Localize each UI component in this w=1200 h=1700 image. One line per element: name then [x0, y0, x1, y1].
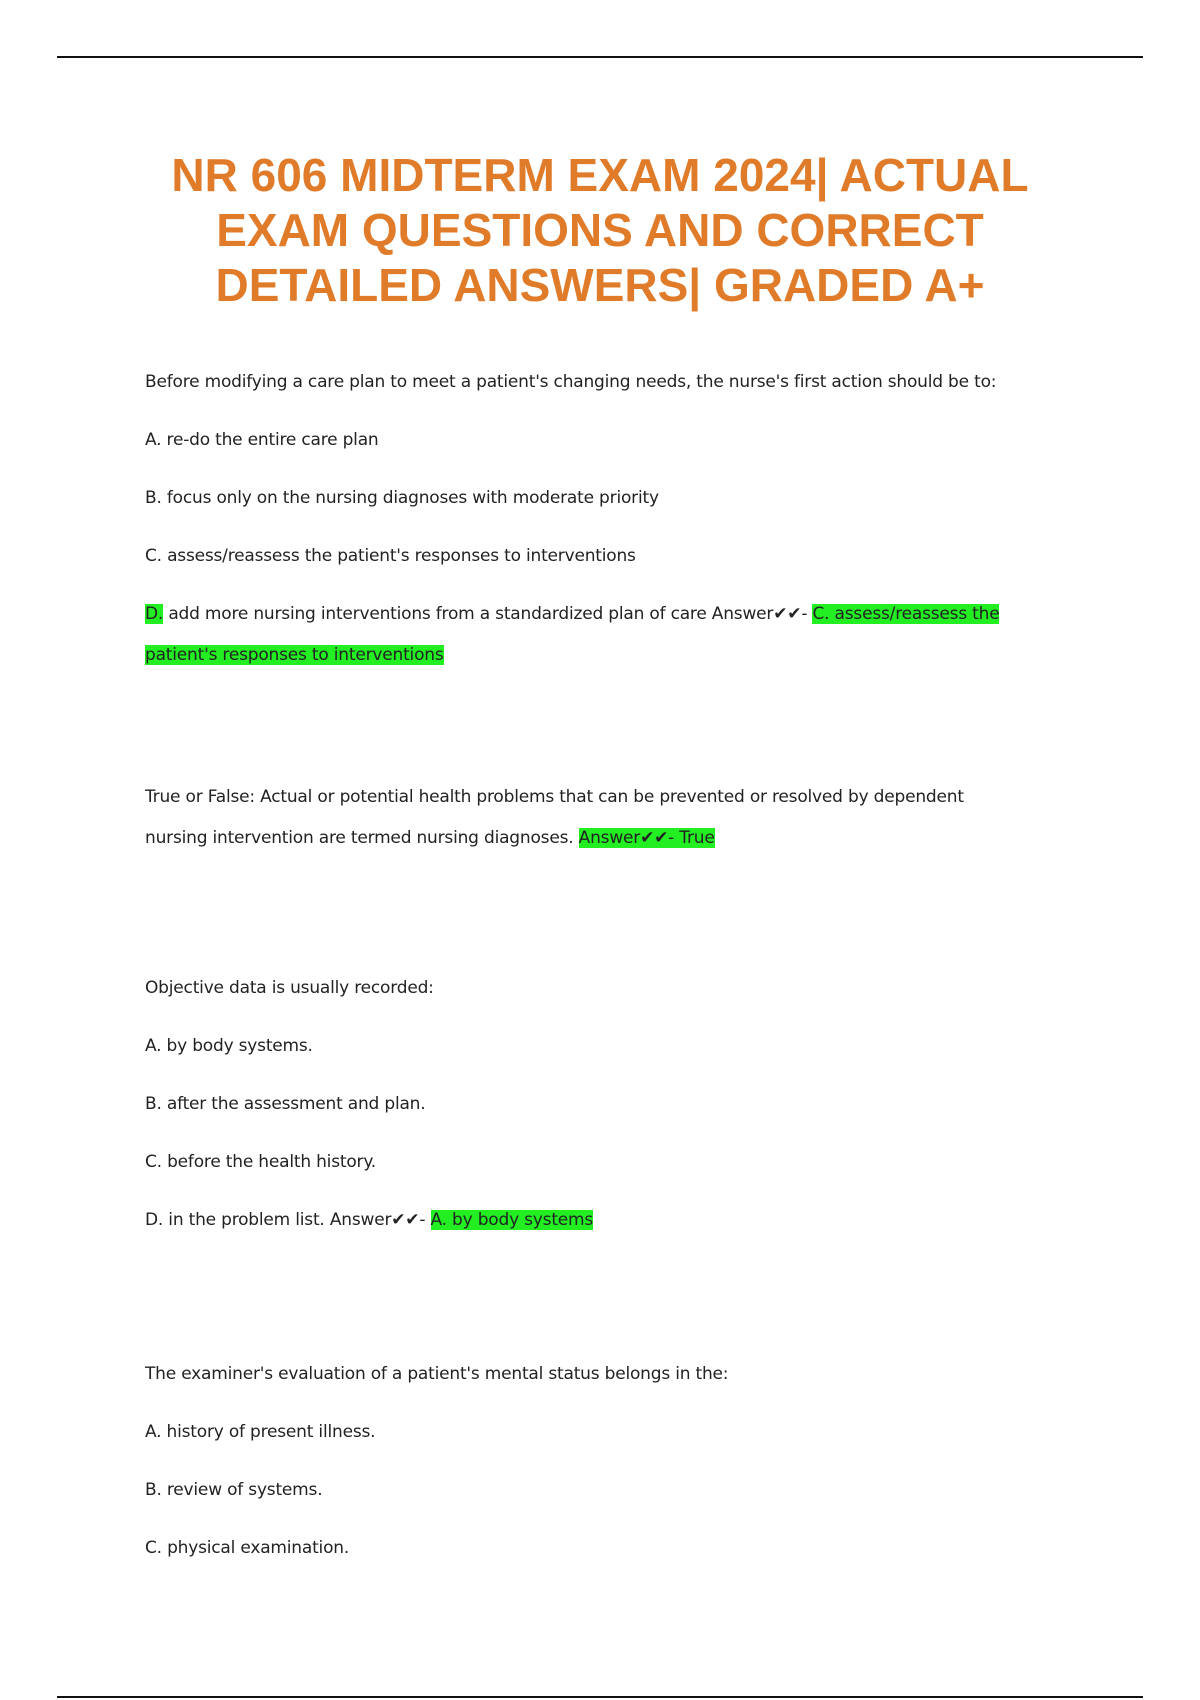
question-3 — [145, 971, 1080, 1261]
correct-answer: Answer✔✔- True — [578, 828, 715, 848]
question-2 — [145, 780, 1080, 879]
answer-continuation-line — [145, 638, 1080, 696]
option-a: A. history of present illness. — [145, 1422, 376, 1442]
document-title: NR 606 MIDTERM EXAM 2024| ACTUAL EXAM QUESTIONS AND CORRECT DETAILED ANSWERS| GRADED A+ — [171, 149, 1029, 311]
option-d-letter: D. — [145, 604, 164, 624]
top-rule — [57, 56, 1143, 58]
option-b: B. focus only on the nursing diagnoses with moderate priority — [145, 488, 659, 508]
answer-marker: ✔✔- — [773, 604, 808, 624]
bottom-rule — [57, 1696, 1143, 1698]
question-stem: True or False: Actual or potential health problems that can be prevented or resolved by dependent — [145, 787, 964, 807]
option-d-line — [145, 1203, 1080, 1261]
question-1 — [145, 365, 1080, 696]
option-a: A. re-do the entire care plan — [145, 430, 379, 450]
option-d-text: D. in the problem list. Answer — [145, 1210, 392, 1230]
option-b: B. review of systems. — [145, 1480, 323, 1500]
option-a: A. by body systems. — [145, 1036, 313, 1056]
correct-answer: C. assess/reassess the — [812, 604, 1000, 624]
question-stem-continued: nursing intervention are termed nursing diagnoses. — [145, 828, 579, 848]
document-body — [145, 365, 1080, 1589]
answer-marker: ✔✔- — [391, 1210, 426, 1230]
option-d-text: add more nursing interventions from a standardized plan of care Answer — [163, 604, 774, 624]
question-stem: The examiner's evaluation of a patient's mental status belongs in the: — [145, 1364, 729, 1384]
option-b: B. after the assessment and plan. — [145, 1094, 426, 1114]
correct-answer-continued: patient's responses to interventions — [145, 645, 444, 665]
question-4 — [145, 1357, 1080, 1589]
question-stem: Before modifying a care plan to meet a patient's changing needs, the nurse's first action should be to: — [145, 372, 997, 392]
option-c: C. assess/reassess the patient's responses to interventions — [145, 546, 636, 566]
correct-answer: A. by body systems — [430, 1210, 594, 1230]
question-stem: Objective data is usually recorded: — [145, 978, 434, 998]
option-c: C. physical examination. — [145, 1538, 350, 1558]
question-stem-line-2 — [145, 821, 1080, 879]
option-d-line — [145, 597, 1080, 638]
option-c: C. before the health history. — [145, 1152, 376, 1172]
